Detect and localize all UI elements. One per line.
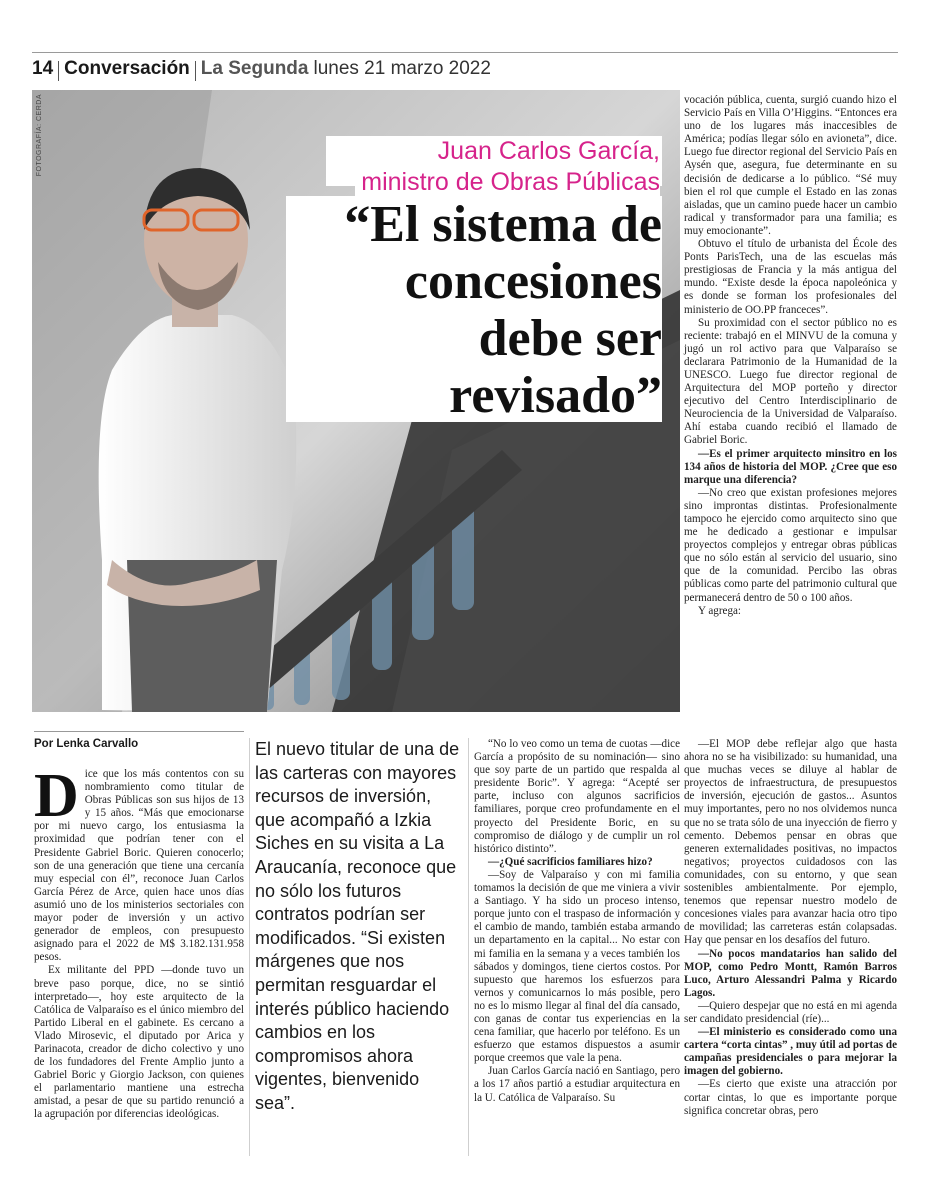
paragraph-text: ice que los más contentos con su nombramiento como titular de Obras Públicas son sus hijos de 13 y 15 años. “Más que emocionarse por mi nuevo cargo, los entusiasma la proximidad que podrían tener con el Presidente Gabriel Boric. Quieren conocerlo; son de una generación que tiene una cercanía muy especial con él”, reconoce Juan Carlos García Pérez de Arce, quien hace unos días asumió uno de los ministerios sectoriales con mayor poder de inversión y un activo generador de empleos, con presupuesto asignado para el 2022 de M$ 3.182.131.958 pesos. (34, 768, 244, 964)
drop-cap: D (34, 762, 79, 830)
interview-question: —Es el primer arquitecto minsitro en los 134 años de historia del MOP. ¿Cree que eso marque una diferencia? (684, 447, 897, 486)
issue-date: lunes 21 marzo 2022 (313, 58, 491, 79)
header-divider (58, 61, 59, 81)
column-divider (468, 738, 469, 1156)
header-divider (195, 61, 196, 81)
column-divider (249, 738, 250, 1156)
headline-line: concesiones (404, 253, 662, 310)
paragraph: Y agrega: (698, 604, 742, 617)
headline-line: “El sistema de (344, 196, 662, 253)
paragraph: —No creo que existan profesiones mejores sino improntas distintas. Profesionalmente tampoco he ejercido como arquitecto sino que me he dedicado a gestionar e impulsar proyectos complejos y entregar obras públicas que no sólo están al servicio del usuario, sino que de la comunidad. Percibo las obras públicas como parte del patrimonio cultural que permanecerá dentro de 50 o 100 años. (684, 486, 897, 604)
article-column-3 (474, 738, 680, 1105)
paragraph: —Quiero despejar que no está en mi agenda ser candidato presidencial (ríe)... (684, 999, 897, 1025)
section-name: Conversación (64, 58, 190, 79)
photo-credit: FOTOGRAFÍA: CERDA (36, 94, 43, 177)
top-rule (32, 52, 898, 53)
paragraph: Obtuvo el título de urbanista del École des Ponts ParisTech, una de las escuelas más prestigiosas de Francia y la más antigua del mundo. “Existe desde la época napoleónica y es donde se forman los profesionales del ministerio de OO.PP franceces”. (684, 238, 897, 316)
byline-rule (34, 731, 244, 732)
article-column-4 (684, 738, 897, 1118)
paragraph: vocación pública, cuenta, surgió cuando hizo el Servicio País en Villa O’Higgins. “Entonces era uno de los lugares más inaccesibles de América; podías llegar sólo en avioneta”, dice. Luego fue director regional del Servicio País en Aysén que, asegura, fue determinante en su decisión de dedicarse a lo público. “Sé muy bien el rol que cumple el Estado en las zonas aisladas, que un camino puede hacer un cambio radical y transformador para una familia; es muy emocionante”. (684, 94, 897, 237)
interview-question: —No pocos mandatarios han salido del MOP, como Pedro Montt, Ramón Barros Luco, Arturo Alessandri Palma y Ricardo Lagos. (684, 947, 897, 999)
paragraph: Su proximidad con el sector público no es reciente: trabajó en el MINVU de la comuna y jugó un rol activo para que Valparaíso se declarara Patrimonio de la Humanidad de la UNESCO. Luego fue director regional de Arquitectura del MOP porteño y director ejecutivo del Centro Interdisciplinario de Neurociencia de la Universidad de Valparaíso. Ahí estaba cuando recibió el llamado de Gabriel Boric. (684, 316, 897, 447)
page-number: 14 (32, 58, 54, 79)
headline (286, 196, 662, 424)
kicker (240, 136, 660, 198)
paragraph: Juan Carlos García nació en Santiago, pero a los 17 años partió a estudiar arquitectura en la U. Católica de Valparaíso. Su (474, 1065, 680, 1104)
lead-paragraph: El nuevo titular de una de las carteras con mayores recursos de inversión, que acompañó a Izkia Siches en su visita a La Araucanía, reconoce que no sólo los futuros contratos podrían ser modificados. “Si existen márgenes que nos permitan resguardar el interés público haciendo cambios en los compromisos ahora vigentes, bienvenido sea”. (255, 739, 460, 1113)
paragraph: “No lo veo como un tema de cuotas —dice García a propósito de su nominación— sino que soy parte de un partido que respalda al presidente Boric”. Y agrega: “Acepté ser parte, incluso con algunos sacrificios familiares, porque creo profundamente en el proyecto del Presidente Boric, en su compromiso de diálogo y de cumplir un rol histórico distinto”. (474, 738, 680, 855)
kicker-line: ministro de Obras Públicas (355, 167, 660, 198)
kicker-line: Juan Carlos García, (432, 136, 660, 167)
headline-line: debe ser (478, 310, 662, 367)
article-column-right (684, 94, 897, 618)
headline-line: revisado” (449, 367, 662, 424)
paragraph: Ex militante del PPD —donde tuvo un breve paso porque, dice, no se sintió interpretado—, hoy este arquitecto de la Católica de Valparaíso es el único miembro del Partido Liberal en el gabinete. Es cercano a Vlado Mirosevic, el diputado por Arica y Parinacota, creador de dicho colectivo y uno de los fundadores del Frente Amplio junto a Gabriel Boric y Giorgio Jackson, con quienes el parlamentario mantiene una estrecha amistad, a pesar de que su partido renunció a la agrupación por diferencias ideológicas. (34, 964, 244, 1121)
paragraph: —El MOP debe reflejar algo que hasta ahora no se ha visibilizado: su humanidad, una que muchas veces se diluye al hablar de proyectos de infraestructura, de presupuestos de inversión, ejecución de gastos... Asuntos muy importantes, pero no nos olvidemos nunca que no se trata sólo de una inyección de fierro y cemento. Debemos pensar en obras que generen externalidades positivas, no impactos negativos; proyectos cuidadosos con las comunidades, con su entorno, y que sean sostenibles ambientalmente. Por ejemplo, tenemos que repensar nuestro modelo de concesiones viales para avanzar hacia otro tipo de movilidad; las carreteras están colapsadas. Hay que pensar en los desafíos del futuro. (684, 738, 897, 947)
paragraph: —Es cierto que existe una atracción por cortar cintas, lo que es importante porque significa concretar obras, pero (684, 1078, 897, 1117)
page-header (32, 58, 491, 84)
interview-question: —El ministerio es considerado como una cartera “corta cintas” , muy útil ad portas de campañas presidenciales o para mejorar la imagen del gobierno. (684, 1026, 897, 1078)
article-column-1 (34, 762, 244, 1122)
opening-paragraph (34, 762, 244, 964)
byline: Por Lenka Carvallo (34, 738, 139, 750)
interview-question: —¿Qué sacrificios familiares hizo? (488, 855, 653, 868)
publication-name: La Segunda (200, 58, 309, 79)
paragraph: —Soy de Valparaíso y con mi familia tomamos la decisión de que me viniera a vivir a Santiago. Y ha sido un proceso intenso, porque junto con el traspaso de información y el cambio de mando, también estaba armando un departamento en la capital... No estar con mi familia en la semana y a veces también los sábados y domingos, tiene ciertos costos. Por supuesto que haremos los esfuerzos para vernos y comunicarnos lo más posible, pero no es lo mismo llegar al final del día cansado, con ganas de contar tus experiencias en la cena familiar, que hacerlo por teléfono. Es un esfuerzo que estamos dispuestos a asumir porque creemos que vale la pena. (474, 868, 680, 1065)
